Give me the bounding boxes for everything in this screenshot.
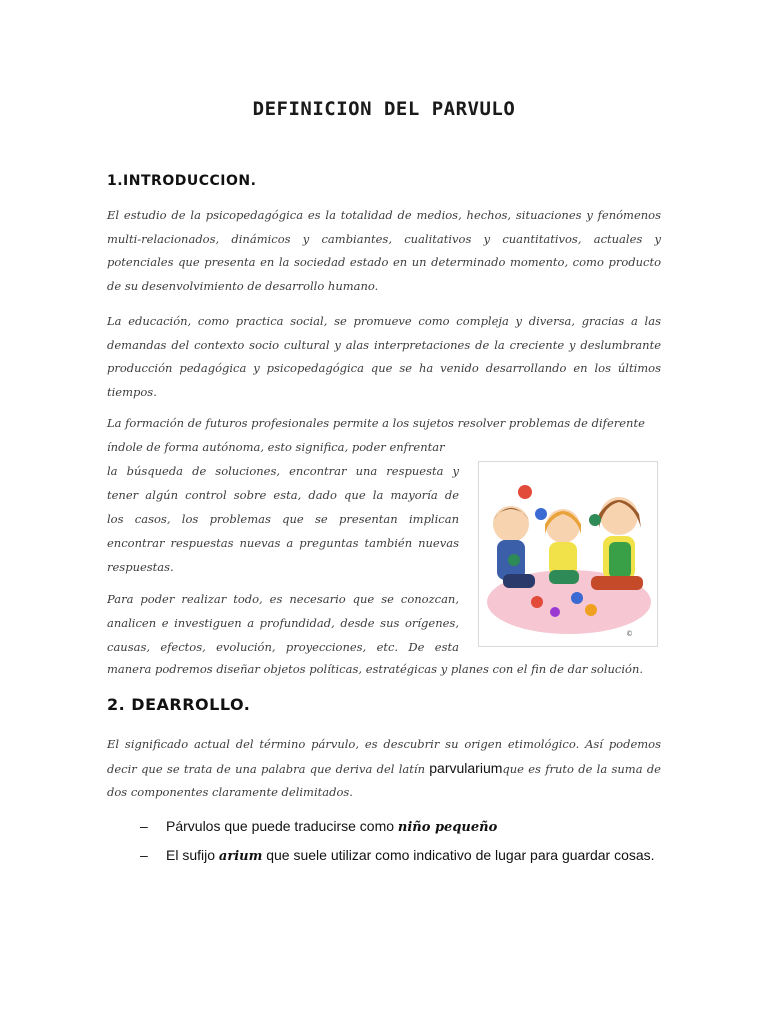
bullet-after: que suele utilizar como indicativo de lugar para guardar cosas. xyxy=(262,847,655,863)
paragraph-4-line: Para poder realizar todo, es necesario que se conozcan, xyxy=(107,592,459,606)
dash-bullet: – xyxy=(140,818,148,834)
bullet-text: Párvulos que puede traducirse como xyxy=(166,818,398,834)
paragraph-3-line: los casos, los problemas que se presentan implican xyxy=(107,512,459,526)
bullet-emphasis: niño pequeño xyxy=(397,820,498,835)
paragraph-introduccion-1: El estudio de la psicopedagógica es la totalidad de medios, hechos, situaciones y fenómenos multi-relacionados, dinámicos y cambiantes, cualitativos y cuantitativos, actuales y potenciales que presenta en la sociedad estado en un determinado momento, como producto de su desenvolvimiento de desarrollo humano. xyxy=(107,208,661,293)
paragraph-desarrollo-part1: El significado actual del término párvulo, es descubrir su origen etimológico. Así podemos decir que se trata de una palabra que deriva del latín xyxy=(107,737,661,776)
paragraph-3-line: tener algún control sobre esta, dado que la mayoría de xyxy=(107,488,459,502)
dash-bullet: – xyxy=(140,847,148,863)
paragraph-4-line: analicen e investiguen a profundidad, desde sus orígenes, xyxy=(107,616,459,630)
paragraph-introduccion-2: La educación, como practica social, se promueve como compleja y diversa, gracias a las demandas del contexto socio cultural y alas interpretaciones de la creciente y deslumbrante producción pedagógica y psicopedagógica que se ha venido desarrollando en los últimos tiempos. xyxy=(107,314,661,399)
image-copyright-mark: © xyxy=(626,630,633,638)
children-playing-illustration xyxy=(478,461,658,647)
paragraph-3-line: La formación de futuros profesionales permite a los sujetos resolver problemas de diferente xyxy=(107,416,645,430)
children-illustration-image xyxy=(479,462,657,646)
section-heading-introduccion: 1.INTRODUCCION. xyxy=(107,173,257,189)
paragraph-3-line: encontrar respuestas nuevas a preguntas también nuevas xyxy=(107,536,459,550)
bullet-text: El sufijo xyxy=(166,847,219,863)
paragraph-desarrollo xyxy=(107,733,661,805)
latin-term: parvularium xyxy=(429,759,503,776)
paragraph-desarrollo-part2: que es fruto de la suma de dos componentes claramente delimitados. xyxy=(107,761,661,799)
page-title: DEFINICION DEL PARVULO xyxy=(252,98,516,120)
bullet-emphasis: arium xyxy=(218,849,263,864)
bullet-item xyxy=(140,812,655,841)
bullet-item xyxy=(140,841,655,870)
section-heading-desarrollo: 2. DEARROLLO. xyxy=(107,695,251,714)
paragraph-3-line: respuestas. xyxy=(107,560,174,574)
paragraph-4-line: manera podremos diseñar objetos políticas, estratégicas y planes con el fin de dar solución. xyxy=(107,662,644,676)
paragraph-3-line: índole de forma autónoma, esto significa, poder enfrentar xyxy=(107,440,445,454)
paragraph-4-line: causas, efectos, evolución, proyecciones, etc. De esta xyxy=(107,640,459,654)
bullet-list xyxy=(140,812,655,870)
paragraph-3-line: la búsqueda de soluciones, encontrar una respuesta y xyxy=(107,464,459,478)
